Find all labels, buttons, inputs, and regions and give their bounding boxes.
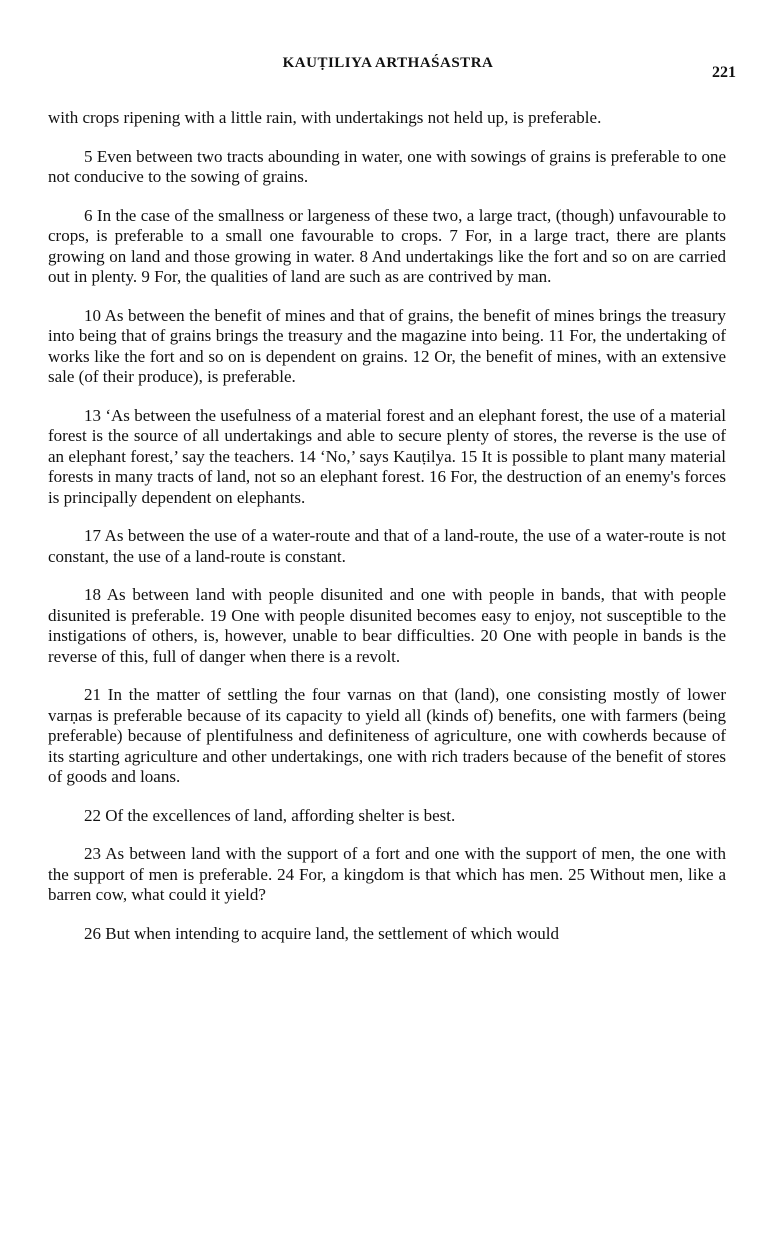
- paragraph-22: 22 Of the excellences of land, affording shelter is best.: [84, 805, 456, 825]
- paragraph-13-16: 13 ‘As between the usefulness of a material forest and an elephant forest, the use of a material forest is the source of all undertakings and able to secure plenty of stores, the reverse is the use of an elephant forest,’ say the teachers. 14 ‘No,’ says Kauṭilya. 15 It is possible to plant many material forests in many tracts of land, not so an elephant forest. 16 For, the destruction of an enemy's forces is principally dependent on elephants.: [48, 405, 726, 507]
- page-body: [48, 108, 726, 962]
- paragraph-23-25: 23 As between land with the support of a fort and one with the support of men, the one with the support of men is preferable. 24 For, a kingdom is that which has men. 25 Without men, like a barren cow, what could it yield?: [48, 844, 726, 904]
- paragraph-continuation: with crops ripening with a little rain, with undertakings not held up, is preferable.: [48, 108, 602, 127]
- page-number: 221: [712, 64, 736, 81]
- running-header: KAUṬILIYA ARTHAŚASTRA: [282, 55, 494, 71]
- paragraph-18-20: 18 As between land with people disunited and one with people in bands, that with people disunited is preferable. 19 One with people disunited becomes easy to enjoy, not susceptible to the instigations of others, is, however, unable to bear difficulties. 20 One with people in bands is the reverse of this, full of danger when there is a revolt.: [48, 585, 726, 666]
- paragraph-17: 17 As between the use of a water-route and that of a land-route, the use of a water-route is not constant, the use of a land-route is constant.: [48, 526, 726, 566]
- paragraph-26: 26 But when intending to acquire land, the settlement of which would: [84, 923, 559, 943]
- paragraph-5: 5 Even between two tracts abounding in water, one with sowings of grains is preferable to one not conducive to the sowing of grains.: [48, 146, 726, 186]
- paragraph-10-12: 10 As between the benefit of mines and that of grains, the benefit of mines brings the treasury into being that of grains brings the treasury and the magazine into being. 11 For, the undertaking of works like the fort and so on is dependent on grains. 12 Or, the benefit of mines, with an extensive sale (of their produce), is preferable.: [48, 305, 726, 386]
- paragraph-21: 21 In the matter of settling the four varnas on that (land), one consisting mostly of lower varṇas is preferable because of its capacity to yield all (kinds of) benefits, one with farmers (being preferable) because of plentifulness and definiteness of agriculture, one with cowherds because of its starting agriculture and other undertakings, one with rich traders because of the benefit of stores of goods and loans.: [48, 685, 726, 786]
- paragraph-6-9: 6 In the case of the smallness or largeness of these two, a large tract, (though) unfavourable to crops, is preferable to a small one favourable to crops. 7 For, in a large tract, there are plants growing on land and those growing in water. 8 And undertakings like the fort and so on are carried out in plenty. 9 For, the qualities of land are such as are contrived by man.: [48, 205, 726, 286]
